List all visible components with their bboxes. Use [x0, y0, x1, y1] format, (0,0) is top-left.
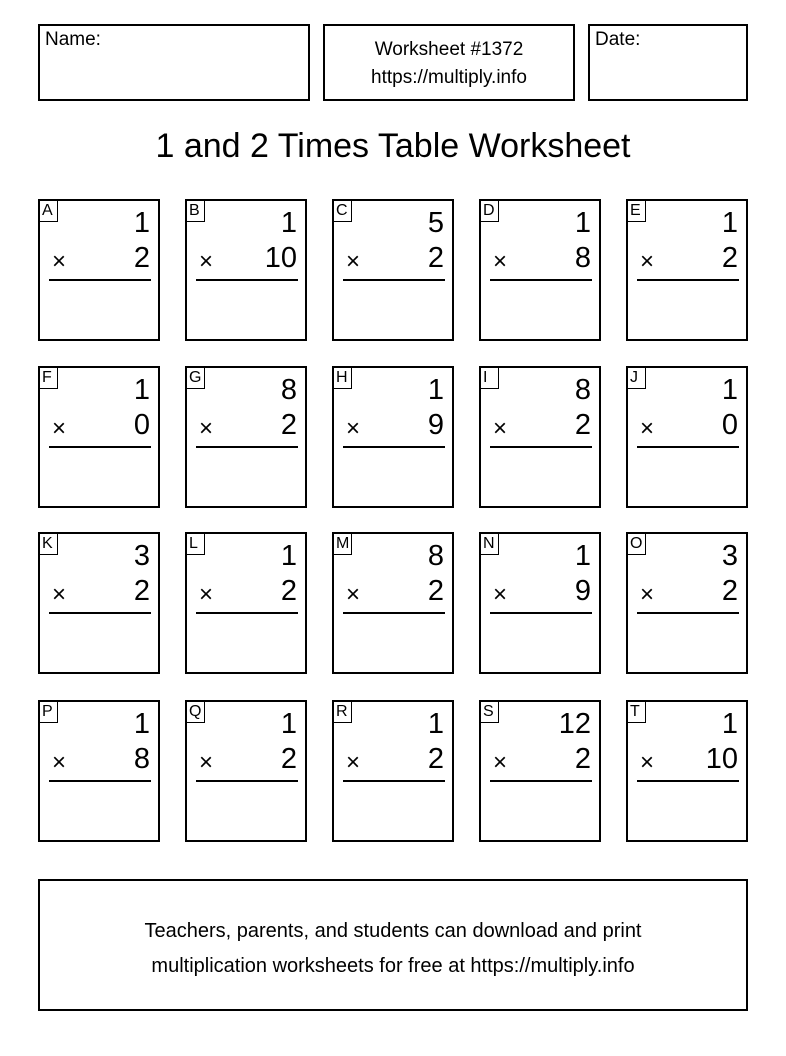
multiplier: 2 — [133, 575, 150, 607]
answer-line — [490, 612, 592, 614]
problem-letter: K — [40, 534, 58, 555]
multiplier: 2 — [721, 575, 738, 607]
times-sign: × — [52, 749, 67, 776]
multiplicand: 3 — [133, 540, 150, 572]
answer-line — [490, 446, 592, 448]
problem-letter: H — [334, 368, 352, 389]
multiplier: 2 — [280, 409, 297, 441]
multiplicand: 8 — [574, 374, 591, 406]
footer-line-2: multiplication worksheets for free at https://multiply.info — [151, 955, 635, 977]
answer-line — [49, 279, 151, 281]
answer-line — [490, 780, 592, 782]
answer-line — [343, 612, 445, 614]
times-sign: × — [346, 749, 361, 776]
answer-line — [637, 612, 739, 614]
problem-s — [479, 700, 601, 842]
problem-g — [185, 366, 307, 508]
date-label: Date: — [595, 29, 641, 50]
problem-letter: B — [187, 201, 205, 222]
problem-n — [479, 532, 601, 674]
multiplicand: 1 — [280, 540, 297, 572]
problem-letter: O — [628, 534, 646, 555]
problem-j — [626, 366, 748, 508]
problem-letter: S — [481, 702, 499, 723]
problem-k — [38, 532, 160, 674]
worksheet-title: 1 and 2 Times Table Worksheet — [155, 127, 631, 165]
footer-text — [40, 914, 746, 984]
multiplicand: 1 — [280, 207, 297, 239]
answer-line — [196, 446, 298, 448]
problem-letter: T — [628, 702, 646, 723]
times-sign: × — [199, 749, 214, 776]
footer-box — [38, 879, 748, 1011]
multiplier: 8 — [574, 242, 591, 274]
answer-line — [343, 780, 445, 782]
problem-letter: N — [481, 534, 499, 555]
multiplicand: 5 — [427, 207, 444, 239]
name-field-box — [38, 24, 310, 101]
multiplicand: 1 — [721, 708, 738, 740]
date-field-box — [588, 24, 748, 101]
multiplicand: 1 — [574, 207, 591, 239]
answer-line — [637, 780, 739, 782]
problem-letter: I — [481, 368, 499, 389]
name-label: Name: — [45, 29, 101, 50]
times-sign: × — [199, 248, 214, 275]
multiplier: 2 — [574, 409, 591, 441]
problem-letter: C — [334, 201, 352, 222]
footer-line-1: Teachers, parents, and students can download and print — [144, 920, 642, 942]
problem-c — [332, 199, 454, 341]
answer-line — [196, 612, 298, 614]
answer-line — [49, 612, 151, 614]
times-sign: × — [640, 749, 655, 776]
problem-letter: J — [628, 368, 646, 389]
times-sign: × — [493, 415, 508, 442]
times-sign: × — [640, 248, 655, 275]
multiplier: 0 — [133, 409, 150, 441]
problem-q — [185, 700, 307, 842]
problem-i — [479, 366, 601, 508]
problem-a — [38, 199, 160, 341]
problem-letter: R — [334, 702, 352, 723]
answer-line — [637, 446, 739, 448]
worksheet-info-box — [323, 24, 575, 101]
multiplier: 2 — [427, 575, 444, 607]
multiplier: 9 — [427, 409, 444, 441]
answer-line — [196, 279, 298, 281]
answer-line — [196, 780, 298, 782]
answer-line — [637, 279, 739, 281]
problem-letter: M — [334, 534, 352, 555]
problem-b — [185, 199, 307, 341]
times-sign: × — [493, 749, 508, 776]
problem-l — [185, 532, 307, 674]
times-sign: × — [199, 415, 214, 442]
multiplier: 9 — [574, 575, 591, 607]
multiplicand: 1 — [133, 374, 150, 406]
multiplier: 2 — [133, 242, 150, 274]
times-sign: × — [346, 581, 361, 608]
multiplier: 2 — [427, 242, 444, 274]
problem-t — [626, 700, 748, 842]
multiplicand: 1 — [133, 207, 150, 239]
times-sign: × — [640, 581, 655, 608]
worksheet-website: https://multiply.info — [371, 67, 527, 88]
times-sign: × — [199, 581, 214, 608]
times-sign: × — [493, 248, 508, 275]
problem-letter: D — [481, 201, 499, 222]
times-sign: × — [52, 581, 67, 608]
multiplier: 2 — [280, 743, 297, 775]
multiplicand: 1 — [721, 374, 738, 406]
problem-h — [332, 366, 454, 508]
problem-letter: G — [187, 368, 205, 389]
times-sign: × — [52, 415, 67, 442]
multiplier: 8 — [133, 743, 150, 775]
problem-letter: A — [40, 201, 58, 222]
multiplier: 2 — [280, 575, 297, 607]
problem-letter: L — [187, 534, 205, 555]
problem-m — [332, 532, 454, 674]
problem-d — [479, 199, 601, 341]
problem-letter: Q — [187, 702, 205, 723]
times-sign: × — [346, 415, 361, 442]
multiplicand: 8 — [427, 540, 444, 572]
worksheet-info — [325, 36, 573, 92]
multiplicand: 1 — [427, 708, 444, 740]
problem-letter: E — [628, 201, 646, 222]
multiplier: 10 — [705, 743, 738, 775]
multiplicand: 1 — [574, 540, 591, 572]
times-sign: × — [52, 248, 67, 275]
multiplicand: 1 — [427, 374, 444, 406]
times-sign: × — [640, 415, 655, 442]
problem-letter: P — [40, 702, 58, 723]
multiplicand: 1 — [721, 207, 738, 239]
multiplicand: 1 — [280, 708, 297, 740]
answer-line — [49, 780, 151, 782]
times-sign: × — [493, 581, 508, 608]
multiplier: 2 — [427, 743, 444, 775]
multiplicand: 1 — [133, 708, 150, 740]
problem-e — [626, 199, 748, 341]
multiplicand: 8 — [280, 374, 297, 406]
answer-line — [49, 446, 151, 448]
multiplier: 2 — [721, 242, 738, 274]
problem-o — [626, 532, 748, 674]
multiplicand: 12 — [558, 708, 591, 740]
answer-line — [343, 279, 445, 281]
problem-letter: F — [40, 368, 58, 389]
problem-f — [38, 366, 160, 508]
times-sign: × — [346, 248, 361, 275]
multiplier: 2 — [574, 743, 591, 775]
multiplicand: 3 — [721, 540, 738, 572]
problem-r — [332, 700, 454, 842]
problem-p — [38, 700, 160, 842]
answer-line — [343, 446, 445, 448]
worksheet-number: Worksheet #1372 — [374, 39, 524, 60]
multiplier: 10 — [264, 242, 297, 274]
multiplier: 0 — [721, 409, 738, 441]
answer-line — [490, 279, 592, 281]
